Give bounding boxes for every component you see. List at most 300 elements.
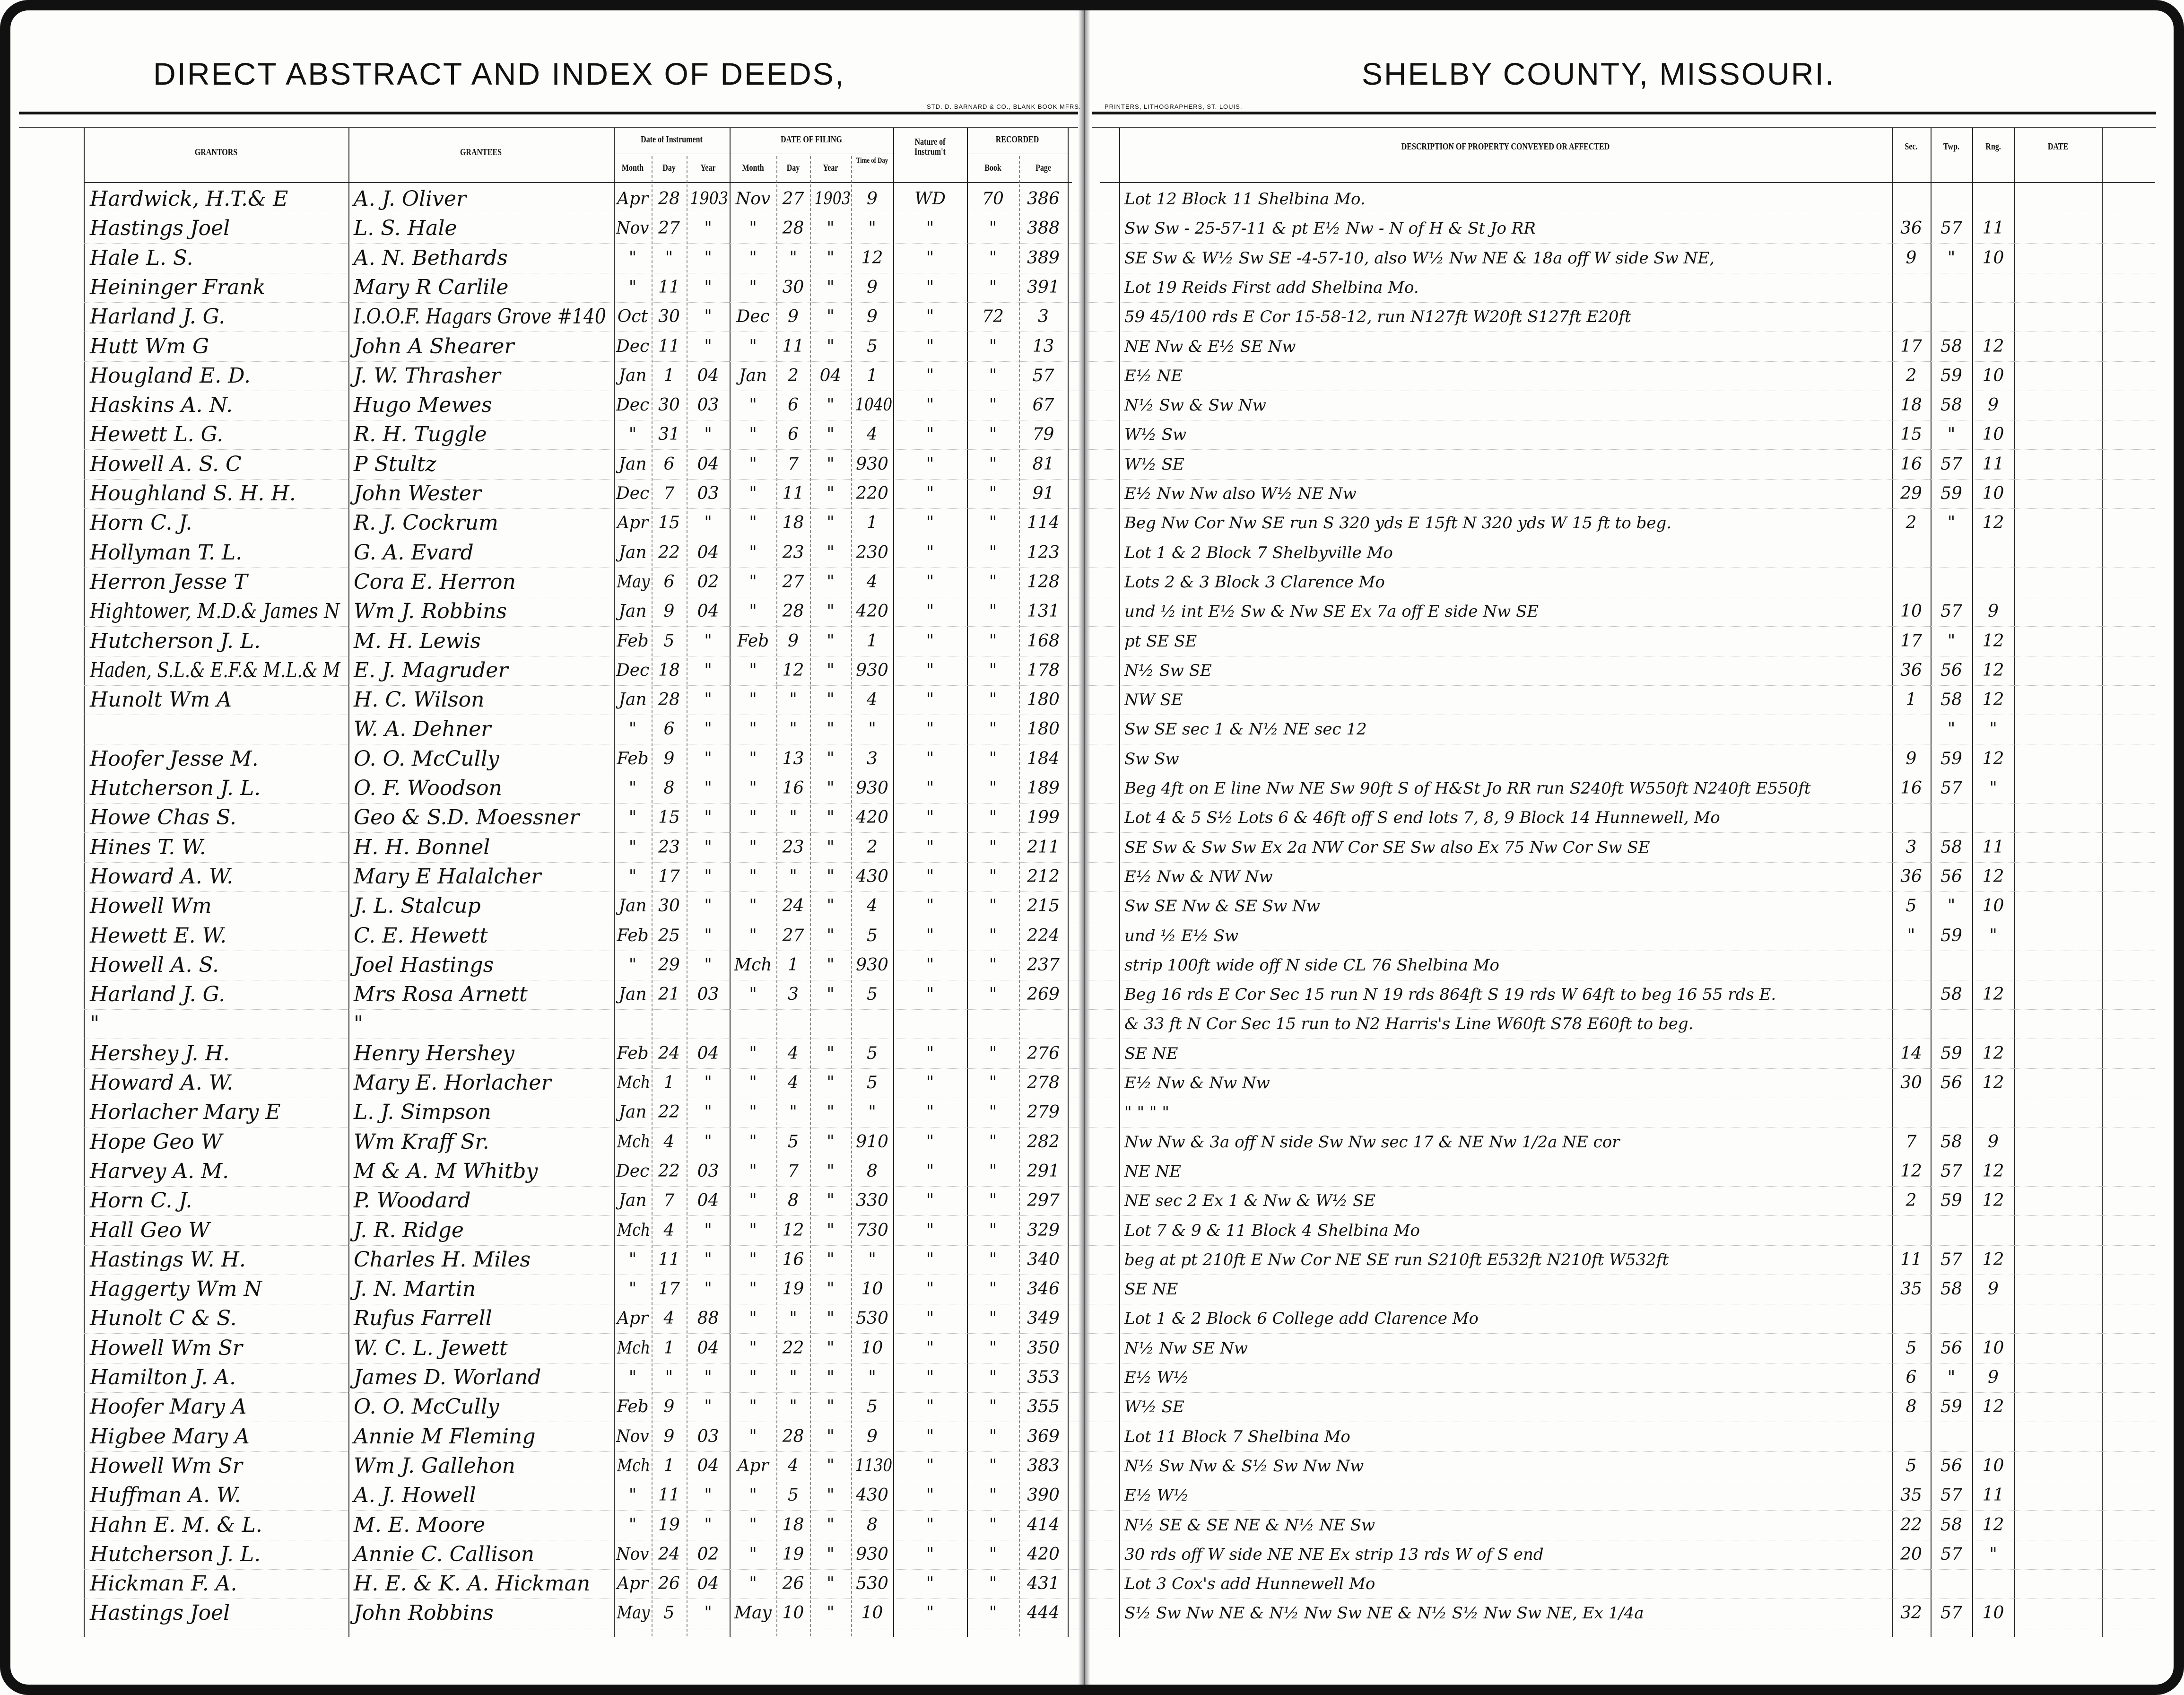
entry-rng-cell bbox=[1973, 1186, 2013, 1215]
entry-filing-year-cell bbox=[811, 420, 850, 449]
entry-inst-month-cell bbox=[615, 361, 651, 391]
entry-filing-month-cell bbox=[731, 1068, 775, 1098]
entry-time-cell bbox=[852, 479, 892, 508]
entry-grantee-cell bbox=[354, 1098, 609, 1127]
entry-time-cell bbox=[852, 1068, 892, 1098]
entry-inst-year-cell bbox=[687, 685, 729, 715]
entry-page-cell bbox=[1020, 1039, 1067, 1068]
entry-time-cell bbox=[852, 1540, 892, 1569]
entry-filing-year-cell bbox=[811, 891, 850, 921]
entry-filing-month: " bbox=[749, 1515, 757, 1535]
entry-nature: " bbox=[926, 1043, 934, 1063]
entry-grantee-cell bbox=[354, 184, 609, 214]
entry-filing-month-cell bbox=[731, 1157, 775, 1186]
entry-nature: " bbox=[926, 395, 934, 415]
entry-inst-day-cell bbox=[653, 1569, 686, 1599]
entry-grantor: Howe Chas S. bbox=[90, 805, 236, 830]
entry-page: 180 bbox=[1027, 690, 1060, 710]
entry-twp: 57 bbox=[1940, 218, 1962, 238]
entry-rng: " bbox=[1989, 926, 1997, 945]
entry-grantee-cell bbox=[354, 921, 609, 951]
entry-inst-day-cell bbox=[653, 302, 686, 332]
entry-inst-year-cell bbox=[687, 1186, 729, 1215]
entry-inst-day: 7 bbox=[663, 484, 675, 503]
entry-nature: " bbox=[926, 542, 934, 562]
entry-filing-month: " bbox=[749, 1338, 757, 1358]
entry-twp-cell bbox=[1932, 685, 1971, 715]
entry-nature-cell bbox=[894, 244, 966, 273]
entry-grantee-cell bbox=[354, 1511, 609, 1540]
entry-filing-year: " bbox=[827, 749, 835, 769]
entry-filing-year-cell bbox=[811, 1363, 850, 1392]
entry-sec-cell bbox=[1893, 1569, 1930, 1599]
entry-inst-month: Jan bbox=[618, 896, 647, 916]
entry-time: 4 bbox=[867, 572, 878, 592]
entry-description-cell bbox=[1124, 715, 1886, 744]
entry-inst-month: May bbox=[617, 572, 650, 592]
entry-inst-year: " bbox=[704, 778, 712, 798]
entry-grantee-cell bbox=[354, 980, 609, 1009]
entry-grantor-cell bbox=[90, 214, 343, 243]
entry-twp: 59 bbox=[1940, 749, 1962, 769]
entry-page: 386 bbox=[1027, 189, 1060, 209]
entry-inst-month: Feb bbox=[617, 631, 649, 651]
entry-inst-day: 22 bbox=[658, 542, 680, 562]
entry-inst-month-cell bbox=[615, 1098, 651, 1127]
entry-description-cell bbox=[1124, 568, 1886, 597]
col-twp: Twp. bbox=[1943, 141, 1959, 152]
entry-nature-cell bbox=[894, 744, 966, 774]
entry-filing-day: 28 bbox=[782, 1426, 804, 1446]
entry-nature: " bbox=[926, 955, 934, 975]
entry-inst-day: 9 bbox=[663, 1426, 675, 1446]
entry-description: 59 45/100 rds E Cor 15-58-12, run N127ft W20ft S127ft E20ft bbox=[1124, 307, 1631, 327]
entry-book: " bbox=[989, 1485, 997, 1505]
entry-description: N½ Sw & Sw Nw bbox=[1124, 396, 1266, 415]
entry-filing-year-cell bbox=[811, 1216, 850, 1245]
entry-inst-year: " bbox=[704, 749, 712, 769]
entry-twp-cell bbox=[1932, 332, 1971, 361]
entry-filing-year: " bbox=[827, 1279, 835, 1299]
entry-page-cell bbox=[1020, 420, 1067, 449]
entry-twp-cell bbox=[1932, 479, 1971, 508]
entry-inst-day-cell bbox=[653, 833, 686, 862]
entry-grantor: Hutt Wm G bbox=[90, 334, 209, 358]
entry-inst-year: " bbox=[704, 248, 712, 268]
entry-twp-cell bbox=[1932, 891, 1971, 921]
entry-page: 276 bbox=[1027, 1043, 1060, 1063]
entry-filing-month: " bbox=[749, 690, 757, 710]
entry-time-cell bbox=[852, 1481, 892, 1510]
entry-time: 930 bbox=[856, 1544, 888, 1564]
entry-filing-day: 5 bbox=[788, 1485, 799, 1505]
entry-nature-cell bbox=[894, 1392, 966, 1422]
entry-page: 79 bbox=[1032, 425, 1054, 445]
entry-sec-cell bbox=[1893, 1334, 1930, 1363]
entry-nature: " bbox=[926, 1515, 934, 1535]
entry-sec-cell bbox=[1893, 1068, 1930, 1098]
entry-book-cell bbox=[968, 891, 1018, 921]
entry-time-cell bbox=[852, 862, 892, 891]
entry-page-cell bbox=[1020, 391, 1067, 420]
entry-filing-year: " bbox=[827, 660, 835, 680]
entry-filing-year: " bbox=[827, 926, 835, 945]
entry-filing-month: " bbox=[749, 277, 757, 297]
entry-filing-year-cell bbox=[811, 1275, 850, 1304]
entry-nature-cell bbox=[894, 1068, 966, 1098]
entry-grantee-cell bbox=[354, 951, 609, 980]
entry-page-cell bbox=[1020, 1392, 1067, 1422]
entry-grantor: Hewett L. G. bbox=[90, 422, 224, 447]
entry-filing-year: " bbox=[827, 690, 835, 710]
entry-grantee-cell bbox=[354, 244, 609, 273]
entry-inst-day: 29 bbox=[658, 955, 680, 975]
entry-grantee: Joel Hastings bbox=[354, 952, 494, 977]
entry-inst-day: 1 bbox=[663, 366, 675, 385]
entry-filing-month-cell bbox=[731, 685, 775, 715]
entry-page-cell bbox=[1020, 184, 1067, 214]
entry-inst-year-cell bbox=[687, 479, 729, 508]
col-grantors: GRANTORS bbox=[194, 147, 238, 157]
entry-rng-cell bbox=[1973, 1422, 2013, 1451]
entry-inst-month: Jan bbox=[618, 1191, 647, 1211]
entry-rng-cell bbox=[1973, 685, 2013, 715]
entry-inst-month: " bbox=[628, 425, 637, 445]
entry-inst-day-cell bbox=[653, 1363, 686, 1392]
entry-filing-month-cell bbox=[731, 1569, 775, 1599]
entry-filing-day-cell bbox=[777, 273, 809, 302]
entry-description-cell bbox=[1124, 1481, 1886, 1510]
entry-filing-year-cell bbox=[811, 1157, 850, 1186]
entry-book: " bbox=[989, 1574, 997, 1594]
entry-description-cell bbox=[1124, 450, 1886, 479]
entry-filing-day: 2 bbox=[788, 366, 799, 385]
entry-book: " bbox=[989, 542, 997, 562]
entry-sec-cell bbox=[1893, 450, 1930, 479]
entry-twp: 57 bbox=[1940, 1161, 1962, 1181]
entry-twp: " bbox=[1947, 631, 1956, 651]
entry-grantor-cell bbox=[90, 1039, 343, 1068]
entry-rng: 12 bbox=[1982, 1515, 2004, 1535]
entry-inst-year-cell bbox=[687, 744, 729, 774]
entry-nature: " bbox=[926, 631, 934, 651]
entry-inst-year-cell bbox=[687, 1157, 729, 1186]
entry-page: 353 bbox=[1027, 1368, 1060, 1387]
entry-inst-month-cell bbox=[615, 1569, 651, 1599]
entry-sec: 5 bbox=[1906, 896, 1917, 916]
entry-book: " bbox=[989, 837, 997, 857]
entry-time-cell bbox=[852, 656, 892, 685]
entry-grantor-cell bbox=[90, 420, 343, 449]
entry-book-cell bbox=[968, 951, 1018, 980]
entry-description: Sw Sw - 25-57-11 & pt E½ Nw - N of H & St Jo RR bbox=[1124, 219, 1536, 238]
entry-grantor: Hastings Joel bbox=[90, 216, 230, 241]
entry-inst-month-cell bbox=[615, 1422, 651, 1451]
entry-grantee-cell bbox=[354, 1392, 609, 1422]
entry-description-cell bbox=[1124, 1157, 1886, 1186]
entry-inst-day-cell bbox=[653, 951, 686, 980]
entry-nature: " bbox=[926, 926, 934, 945]
entry-inst-year-cell bbox=[687, 1392, 729, 1422]
entry-page: 128 bbox=[1027, 572, 1060, 592]
entry-inst-day-cell bbox=[653, 568, 686, 597]
entry-sec-cell bbox=[1893, 803, 1930, 832]
entry-grantee: J. R. Ridge bbox=[354, 1218, 464, 1242]
entry-time: 5 bbox=[867, 1043, 878, 1063]
col-inst-month: Month bbox=[621, 163, 644, 173]
entry-sec: " bbox=[1907, 926, 1915, 945]
entry-filing-day-cell bbox=[777, 1039, 809, 1068]
entry-time: 1130 bbox=[855, 1456, 893, 1476]
entry-grantee-cell bbox=[354, 1157, 609, 1186]
entry-inst-year-cell bbox=[687, 184, 729, 214]
entry-sec-cell bbox=[1893, 1186, 1930, 1215]
entry-inst-month: " bbox=[628, 837, 637, 857]
entry-book: " bbox=[989, 866, 997, 886]
entry-grantee: A. J. Howell bbox=[354, 1483, 476, 1508]
entry-sec-cell bbox=[1893, 1392, 1930, 1422]
entry-grantee: H. E. & K. A. Hickman bbox=[354, 1572, 591, 1596]
entry-rng-cell bbox=[1973, 597, 2013, 626]
entry-rng-cell bbox=[1973, 980, 2013, 1009]
entry-description-cell bbox=[1124, 420, 1886, 449]
entry-filing-year-cell bbox=[811, 774, 850, 803]
entry-filing-month-cell bbox=[731, 891, 775, 921]
entry-grantor: Haskins A. N. bbox=[90, 393, 233, 418]
entry-filing-day: 28 bbox=[782, 218, 804, 238]
entry-filing-year: " bbox=[827, 395, 835, 415]
entry-inst-year: " bbox=[704, 690, 712, 710]
entry-description: NE NE bbox=[1124, 1162, 1181, 1181]
col-nature: Nature of Instrum't bbox=[914, 137, 946, 157]
entry-description-cell bbox=[1124, 1068, 1886, 1098]
entry-inst-day: 19 bbox=[658, 1515, 680, 1535]
entry-inst-year: " bbox=[704, 425, 712, 445]
entry-twp-cell bbox=[1932, 1157, 1971, 1186]
entry-filing-month-cell bbox=[731, 1481, 775, 1510]
entry-twp-cell bbox=[1932, 980, 1971, 1009]
entry-time-cell bbox=[852, 184, 892, 214]
entry-filing-day: 7 bbox=[788, 454, 799, 474]
entry-inst-year: " bbox=[704, 926, 712, 945]
entry-grantor: Heininger Frank bbox=[90, 275, 266, 299]
entry-rng-cell bbox=[1973, 1127, 2013, 1157]
entry-page: 269 bbox=[1027, 985, 1060, 1005]
entry-inst-year: 04 bbox=[697, 454, 719, 474]
entry-twp-cell bbox=[1932, 862, 1971, 891]
entry-description-cell bbox=[1124, 1009, 1886, 1039]
entry-page-cell bbox=[1020, 1127, 1067, 1157]
entry-sec: 30 bbox=[1900, 1073, 1922, 1092]
entry-grantee: John Robbins bbox=[354, 1601, 494, 1625]
entry-grantor: Hougland E. D. bbox=[90, 363, 251, 388]
entry-book-cell bbox=[968, 862, 1018, 891]
entry-filing-day: 19 bbox=[782, 1279, 804, 1299]
entry-grantor-cell bbox=[90, 1009, 343, 1039]
entry-filing-month: " bbox=[749, 1309, 757, 1328]
entry-book-cell bbox=[968, 1511, 1018, 1540]
entry-description-cell bbox=[1124, 774, 1886, 803]
entry-rng-cell bbox=[1973, 862, 2013, 891]
entry-time: 2 bbox=[867, 837, 878, 857]
entry-filing-month-cell bbox=[731, 450, 775, 479]
entry-filing-day: 23 bbox=[782, 542, 804, 562]
entry-inst-month-cell bbox=[615, 1334, 651, 1363]
column-rule bbox=[348, 128, 349, 1637]
entry-time: " bbox=[868, 1368, 876, 1387]
entry-description: Lot 11 Block 7 Shelbina Mo bbox=[1124, 1427, 1350, 1446]
entry-grantor-cell bbox=[90, 803, 343, 832]
entry-twp-cell bbox=[1932, 273, 1971, 302]
entry-rng-cell bbox=[1973, 450, 2013, 479]
entry-book-cell bbox=[968, 479, 1018, 508]
entry-book-cell bbox=[968, 715, 1018, 744]
entry-inst-day-cell bbox=[653, 479, 686, 508]
entry-nature: " bbox=[926, 808, 934, 828]
entry-rng: 9 bbox=[1988, 1368, 1999, 1387]
entry-time-cell bbox=[852, 1098, 892, 1127]
entry-book-cell bbox=[968, 1599, 1018, 1628]
entry-inst-month-cell bbox=[615, 1392, 651, 1422]
entry-filing-year: " bbox=[827, 1368, 835, 1387]
entry-nature-cell bbox=[894, 450, 966, 479]
entry-page: 114 bbox=[1027, 513, 1060, 533]
entry-filing-month: " bbox=[749, 1132, 757, 1152]
entry-page: 237 bbox=[1027, 955, 1060, 975]
entry-inst-month-cell bbox=[615, 656, 651, 685]
entry-grantee: H. H. Bonnel bbox=[354, 835, 490, 859]
entry-grantor-cell bbox=[90, 1334, 343, 1363]
entry-time-cell bbox=[852, 715, 892, 744]
entry-filing-month-cell bbox=[731, 302, 775, 332]
entry-filing-day-cell bbox=[777, 1157, 809, 1186]
entry-time-cell bbox=[852, 1451, 892, 1481]
entry-filing-month-cell bbox=[731, 420, 775, 449]
entry-inst-month-cell bbox=[615, 450, 651, 479]
entry-nature-cell bbox=[894, 1540, 966, 1569]
entry-book: " bbox=[989, 277, 997, 297]
entry-grantor-cell bbox=[90, 1245, 343, 1275]
entry-grantee-cell bbox=[354, 1039, 609, 1068]
entry-twp: " bbox=[1947, 1368, 1956, 1387]
entry-grantor-cell bbox=[90, 1511, 343, 1540]
entry-sec: 17 bbox=[1900, 631, 1922, 651]
entry-inst-month-cell bbox=[615, 302, 651, 332]
entry-twp-cell bbox=[1932, 951, 1971, 980]
entry-inst-month-cell bbox=[615, 508, 651, 538]
entry-page-cell bbox=[1020, 1068, 1067, 1098]
entry-filing-year-cell bbox=[811, 538, 850, 568]
entry-inst-month-cell bbox=[615, 744, 651, 774]
entry-filing-day: " bbox=[789, 1102, 797, 1122]
entry-time-cell bbox=[852, 1392, 892, 1422]
entry-page-cell bbox=[1020, 656, 1067, 685]
entry-sec-cell bbox=[1893, 361, 1930, 391]
entry-filing-year: " bbox=[827, 454, 835, 474]
entry-inst-day-cell bbox=[653, 715, 686, 744]
entry-inst-day-cell bbox=[653, 1451, 686, 1481]
entry-book-cell bbox=[968, 538, 1018, 568]
entry-book-cell bbox=[968, 450, 1018, 479]
entry-filing-year: " bbox=[827, 1574, 835, 1594]
entry-twp: " bbox=[1947, 425, 1956, 445]
entry-grantee-cell bbox=[354, 862, 609, 891]
entry-book: " bbox=[989, 749, 997, 769]
entry-twp: 58 bbox=[1940, 985, 1962, 1005]
entry-nature: " bbox=[926, 1456, 934, 1476]
entry-inst-month: " bbox=[628, 1485, 637, 1505]
entry-book-cell bbox=[968, 1481, 1018, 1510]
entry-nature-cell bbox=[894, 1127, 966, 1157]
entry-nature-cell bbox=[894, 656, 966, 685]
entry-rng: 12 bbox=[1982, 631, 2004, 651]
entry-description-cell bbox=[1124, 1599, 1886, 1628]
entry-filing-year-cell bbox=[811, 302, 850, 332]
entry-filing-day: 4 bbox=[788, 1456, 799, 1476]
entry-grantee: Wm J. Robbins bbox=[354, 599, 507, 624]
entry-inst-year-cell bbox=[687, 715, 729, 744]
entry-grantee-cell bbox=[354, 685, 609, 715]
entry-page: 279 bbox=[1027, 1102, 1060, 1122]
entry-rng: 10 bbox=[1982, 1338, 2004, 1358]
entry-filing-year-cell bbox=[811, 685, 850, 715]
entry-filing-day-cell bbox=[777, 627, 809, 656]
entry-book-cell bbox=[968, 1039, 1018, 1068]
entry-grantor: Hewett E. W. bbox=[90, 923, 227, 948]
entry-nature: " bbox=[926, 778, 934, 798]
entry-inst-year: " bbox=[704, 218, 712, 238]
entry-rng-cell bbox=[1973, 332, 2013, 361]
entry-filing-day-cell bbox=[777, 1186, 809, 1215]
entry-description: Lots 2 & 3 Block 3 Clarence Mo bbox=[1124, 572, 1385, 592]
entry-grantee-cell bbox=[354, 1068, 609, 1098]
entry-page: 282 bbox=[1027, 1132, 1060, 1152]
entry-twp-cell bbox=[1932, 1127, 1971, 1157]
entry-inst-year-cell bbox=[687, 656, 729, 685]
entry-description-cell bbox=[1124, 1334, 1886, 1363]
entry-book-cell bbox=[968, 568, 1018, 597]
entry-twp: 58 bbox=[1940, 837, 1962, 857]
entry-filing-month-cell bbox=[731, 1275, 775, 1304]
entry-inst-year: 04 bbox=[697, 542, 719, 562]
entry-inst-year-cell bbox=[687, 244, 729, 273]
entry-sec: 36 bbox=[1900, 218, 1922, 238]
entry-sec-cell bbox=[1893, 715, 1930, 744]
entry-twp: " bbox=[1947, 513, 1956, 533]
entry-filing-year: " bbox=[827, 1515, 835, 1535]
entry-description: & 33 ft N Cor Sec 15 run to N2 Harris's Line W60ft S78 E60ft to beg. bbox=[1124, 1014, 1694, 1034]
entry-filing-month: May bbox=[734, 1603, 772, 1623]
entry-time: " bbox=[868, 719, 876, 739]
entry-inst-year: " bbox=[704, 513, 712, 533]
entry-inst-month-cell bbox=[615, 214, 651, 243]
entry-inst-month-cell bbox=[615, 597, 651, 626]
entry-filing-year-cell bbox=[811, 1422, 850, 1451]
entry-page: 178 bbox=[1027, 660, 1060, 680]
entry-filing-year-cell bbox=[811, 1039, 850, 1068]
entry-filing-day-cell bbox=[777, 951, 809, 980]
entry-nature: " bbox=[926, 719, 934, 739]
entry-filing-year-cell bbox=[811, 1481, 850, 1510]
entry-filing-month: " bbox=[749, 425, 757, 445]
entry-nature: " bbox=[926, 513, 934, 533]
entry-inst-day: 11 bbox=[658, 336, 680, 356]
entry-nature: " bbox=[926, 660, 934, 680]
entry-nature: " bbox=[926, 1132, 934, 1152]
entry-inst-month: " bbox=[628, 1368, 637, 1387]
entry-inst-day-cell bbox=[653, 1186, 686, 1215]
entry-time: 330 bbox=[856, 1191, 888, 1211]
